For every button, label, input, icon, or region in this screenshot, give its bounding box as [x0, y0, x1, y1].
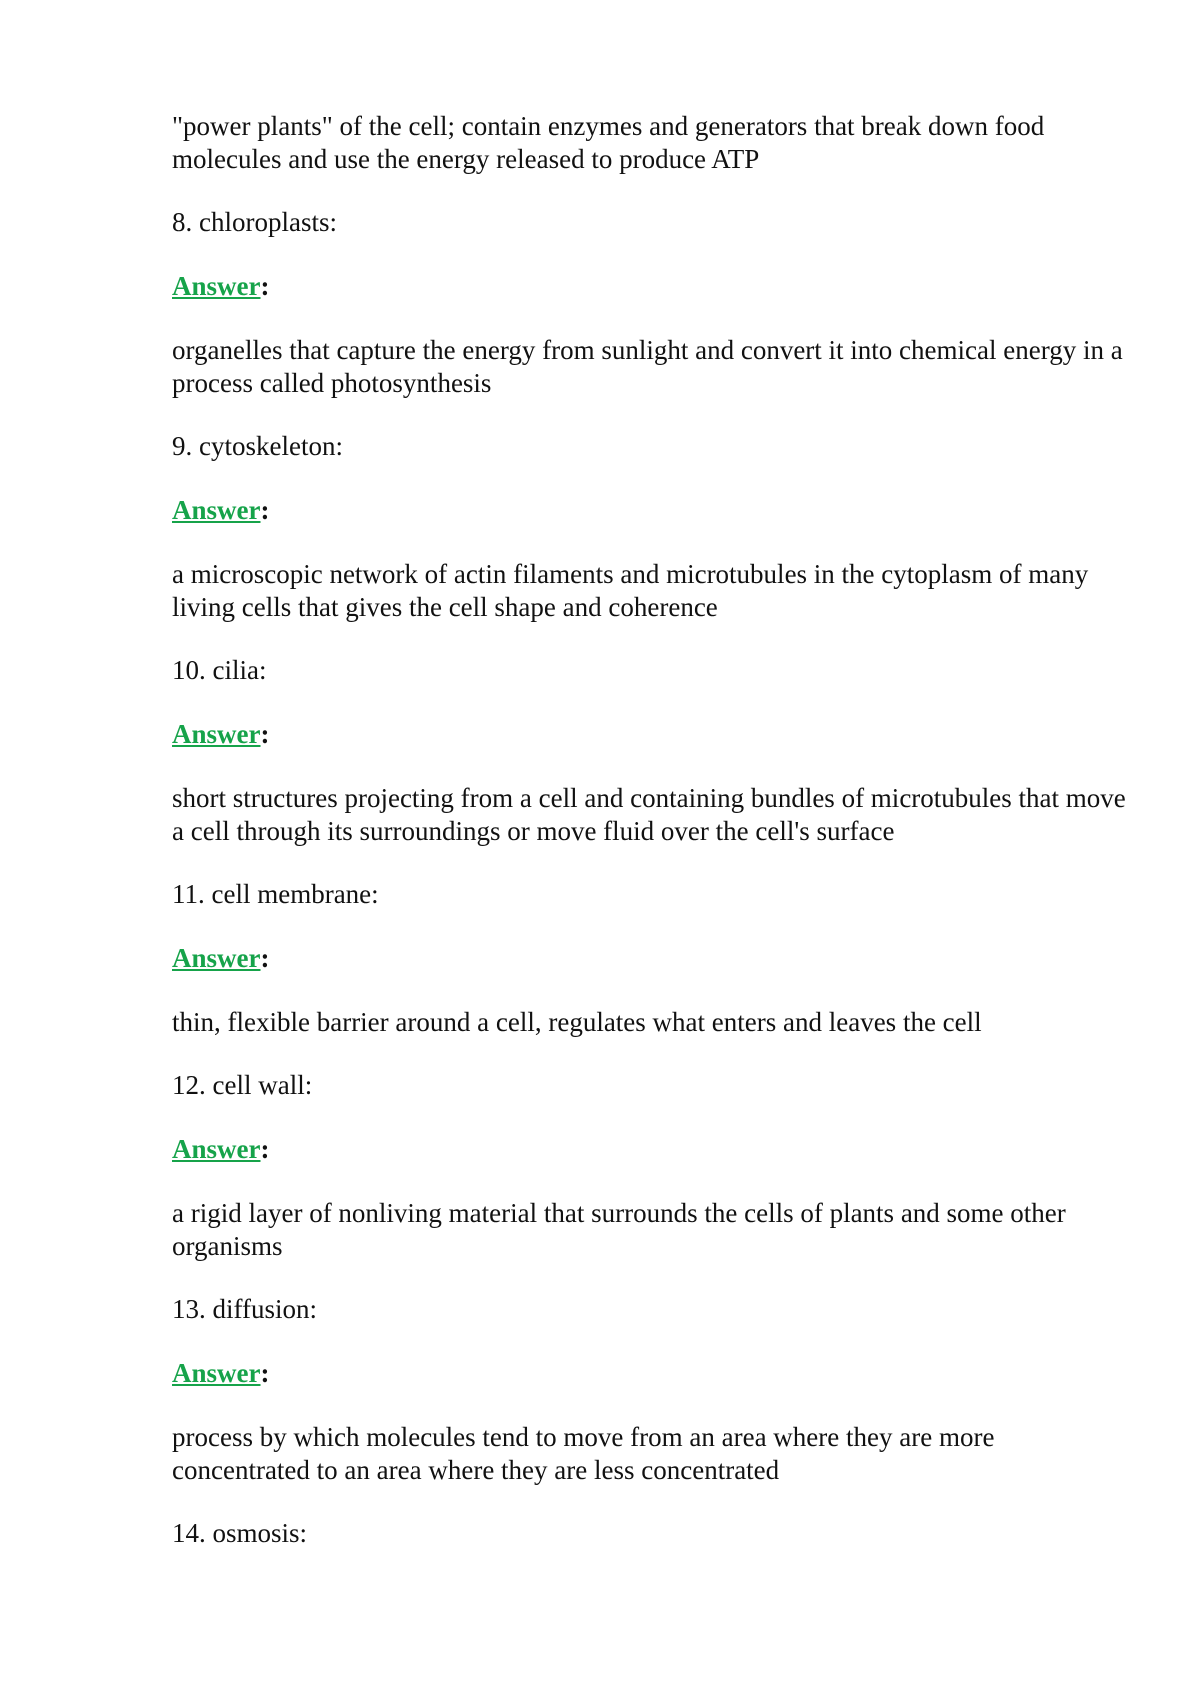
- answer-text-13: process by which molecules tend to move from an area where they are more concentrated to an area where they are less concentrated: [172, 1422, 995, 1485]
- answer-label-13: [172, 1357, 1132, 1390]
- answer-text-9: a microscopic network of actin filaments and microtubules in the cytoplasm of many living cells that gives the cell shape and coherence: [172, 559, 1089, 622]
- answer-colon: :: [260, 1358, 270, 1388]
- answer-text-11: thin, flexible barrier around a cell, regulates what enters and leaves the cell: [172, 1007, 982, 1037]
- question-12: 12. cell wall:: [172, 1070, 313, 1100]
- answer-colon: :: [260, 271, 270, 301]
- question-11: 11. cell membrane:: [172, 879, 379, 909]
- document-page: [172, 110, 1132, 1550]
- question-14: 14. osmosis:: [172, 1518, 308, 1548]
- answer-text-10: short structures projecting from a cell and containing bundles of microtubules that move a cell through its surroundings or move fluid over the cell's surface: [172, 783, 1126, 846]
- answer-text-12: a rigid layer of nonliving material that surrounds the cells of plants and some other organisms: [172, 1198, 1066, 1261]
- answer-label-12: [172, 1133, 1132, 1166]
- question-9: 9. cytoskeleton:: [172, 431, 343, 461]
- answer-text-8: organelles that capture the energy from sunlight and convert it into chemical energy in a process called photosynthesis: [172, 335, 1123, 398]
- answer-link[interactable]: Answer: [172, 271, 261, 301]
- answer-link[interactable]: Answer: [172, 1358, 261, 1388]
- answer-link[interactable]: Answer: [172, 495, 261, 525]
- answer-label-10: [172, 718, 1132, 751]
- answer-link[interactable]: Answer: [172, 719, 261, 749]
- answer-label-11: [172, 942, 1132, 975]
- answer-link[interactable]: Answer: [172, 943, 261, 973]
- answer-text-7: "power plants" of the cell; contain enzymes and generators that break down food molecules and use the energy released to produce ATP: [172, 111, 1045, 174]
- answer-label-9: [172, 494, 1132, 527]
- question-10: 10. cilia:: [172, 655, 267, 685]
- answer-colon: :: [260, 943, 270, 973]
- answer-colon: :: [260, 1134, 270, 1164]
- question-13: 13. diffusion:: [172, 1294, 318, 1324]
- answer-link[interactable]: Answer: [172, 1134, 261, 1164]
- answer-colon: :: [260, 719, 270, 749]
- answer-colon: :: [260, 495, 270, 525]
- question-8: 8. chloroplasts:: [172, 207, 337, 237]
- answer-label-8: [172, 270, 1132, 303]
